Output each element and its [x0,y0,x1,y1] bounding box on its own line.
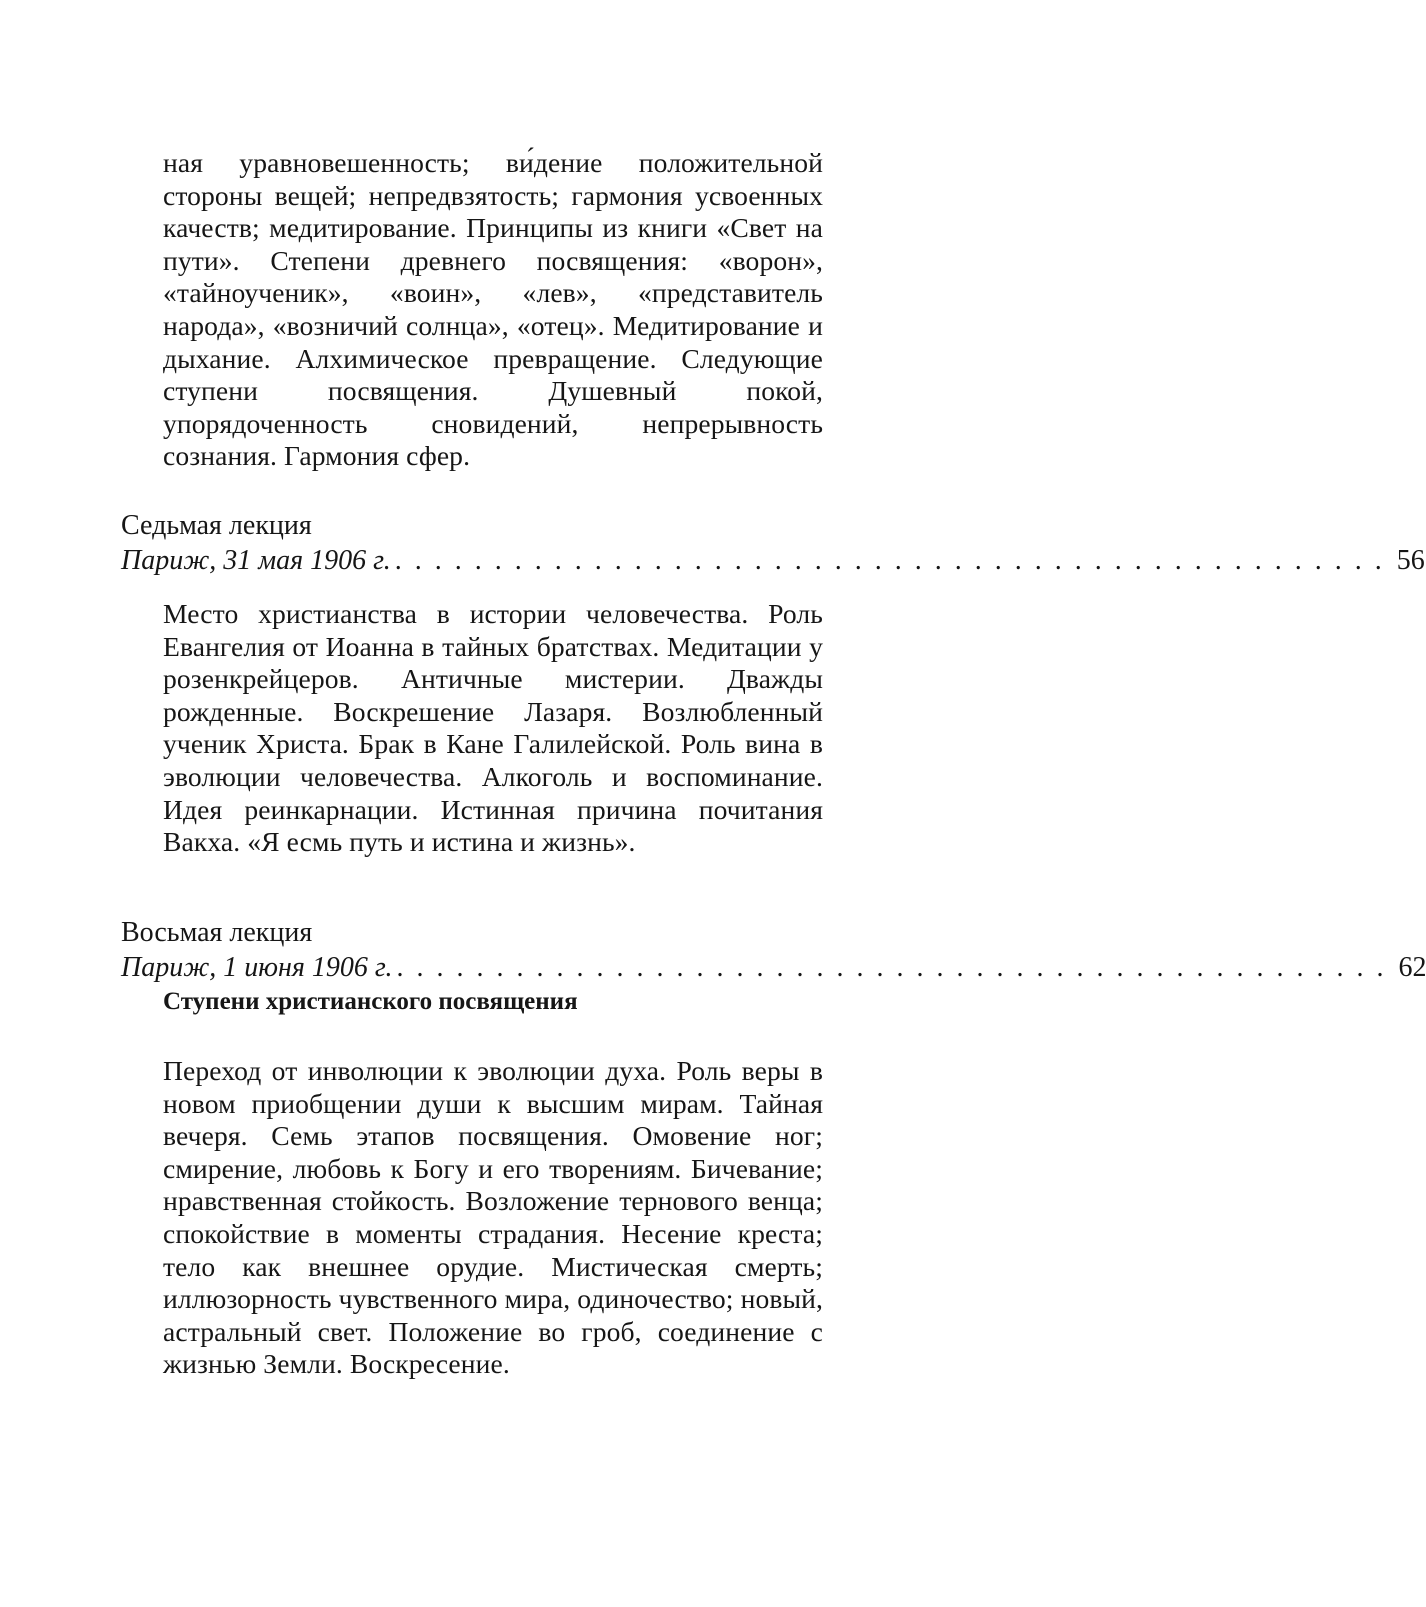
lecture-8-summary: Переход от инволюции к эволюции духа. Роль веры в новом приобщении души к высшим мирам. Тайная вечеря. Семь этапов посвящения. Омовение ног; смирение, любовь к Богу и его творениям. Бичевание; нравственная стойкость. Возложение тернового венца; спокойствие в моменты страдания. Несение креста; тело как внешнее орудие. Мистическая смерть; иллюзорность чувственного мира, одиночество; новый, астральный свет. Положение во гроб, соединение с жизнью Земли. Воскресение. [163,1055,823,1380]
lecture-7-place-date: Париж, 31 мая 1906 г. [121,545,391,576]
lecture-7-toc-entry[interactable] [121,543,1425,579]
lecture-6-summary: ная уравновешенность; ви́дение положительной стороны вещей; непредвзятость; гармония усвоенных качеств; медитирование. Принципы из книги «Свет на пути». Степени древнего посвящения: «ворон», «тайноученик», «воин», «лев», «представитель народа», «возничий солнца», «отец». Медитирование и дыхание. Алхимическое превращение. Следующие ступени посвящения. Душевный покой, упорядоченность сновидений, непрерывность сознания. Гармония сфер. [163,147,823,472]
lecture-8-place-date: Париж, 1 июня 1906 г. [121,952,393,983]
dot-leader: . . . . . . . . . . . . . . . . . . . . . . . . . . . . . . . . . . . . . . . . . . . . . . . . . . [394,545,1385,576]
dot-leader: . . . . . . . . . . . . . . . . . . . . . . . . . . . . . . . . . . . . . . . . . . . . . . . . . . [396,952,1387,983]
lecture-7-summary: Место христианства в истории человечества. Роль Евангелия от Иоанна в тайных братствах. Медитации у розенкрейцеров. Античные мистерии. Дважды рожденные. Воскрешение Лазаря. Возлюбленный ученик Христа. Брак в Кане Галилейской. Роль вина в эволюции человечества. Алкоголь и воспоминание. Идея реинкарнации. Истинная причина почитания Вакха. «Я есмь путь и истина и жизнь». [163,598,823,858]
lecture-8-heading: Ступени христианского посвящения [163,988,578,1015]
lecture-7-title: Седьмая лекция [121,510,312,541]
lecture-7-page-number: 56 [1396,545,1425,576]
lecture-8-toc-entry[interactable] [121,950,1426,986]
lecture-8-title: Восьмая лекция [121,917,313,948]
lecture-8-page-number: 62 [1398,952,1426,983]
